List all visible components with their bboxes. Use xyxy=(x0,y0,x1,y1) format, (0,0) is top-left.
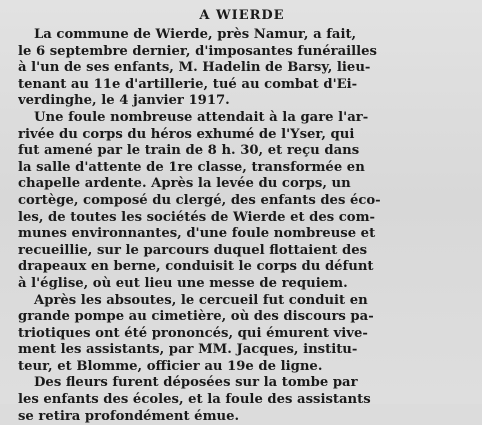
text-line: le 6 septembre dernier, d'imposantes funérailles xyxy=(18,43,377,59)
text-line: La commune de Wierde, près Namur, a fait, xyxy=(34,27,357,42)
text-line: les enfants des écoles, et la foule des assistants xyxy=(18,392,371,408)
text-line: ment les assistants, par MM. Jacques, institu- xyxy=(18,342,358,358)
text-line: verdinghe, le 4 janvier 1917. xyxy=(18,93,230,109)
text-line: les, de toutes les sociétés de Wierde et des com- xyxy=(18,209,376,225)
text-line: à l'un de ses enfants, M. Hadelin de Barsy, lieu- xyxy=(18,60,371,76)
text-line: se retira profondément émue. xyxy=(18,408,240,424)
text-line: tenant au 11e d'artillerie, tué au combat d'Ei- xyxy=(18,76,358,92)
text-line: teur, et Blomme, officier au 19e de ligne. xyxy=(18,358,323,374)
text-line: à l'église, où eut lieu une messe de requiem. xyxy=(18,275,348,291)
text-line: triotiques ont été prononcés, qui émurent vive- xyxy=(18,325,368,341)
text-line: Après les absoutes, le cercueil fut conduit en xyxy=(34,292,368,308)
article-title: A WIERDE xyxy=(199,8,285,23)
text-line: recueillie, sur le parcours duquel flottaient des xyxy=(18,242,368,258)
article-paragraph-1 xyxy=(18,27,466,110)
text-line: Une foule nombreuse attendait à la gare l'ar- xyxy=(34,109,369,125)
text-line: Des fleurs furent déposées sur la tombe par xyxy=(34,375,358,391)
text-line: la salle d'attente de 1re classe, transformée en xyxy=(18,159,365,175)
text-line: cortège, composé du clergé, des enfants des éco- xyxy=(18,192,381,208)
text-line: chapelle ardente. Après la levée du corps, un xyxy=(18,176,351,192)
text-line: fut amené par le train de 8 h. 30, et reçu dans xyxy=(18,143,360,159)
text-line: munes environnantes, d'une foule nombreuse et xyxy=(18,226,376,242)
article-paragraph-4 xyxy=(18,375,466,425)
text-line: grande pompe au cimetière, où des discours pa- xyxy=(18,309,374,325)
text-line: drapeaux en berne, conduisit le corps du défunt xyxy=(18,259,374,275)
article-paragraph-3 xyxy=(18,293,466,376)
text-line: rivée du corps du héros exhumé de l'Yser, qui xyxy=(18,126,355,142)
article-paragraph-2 xyxy=(18,110,466,293)
